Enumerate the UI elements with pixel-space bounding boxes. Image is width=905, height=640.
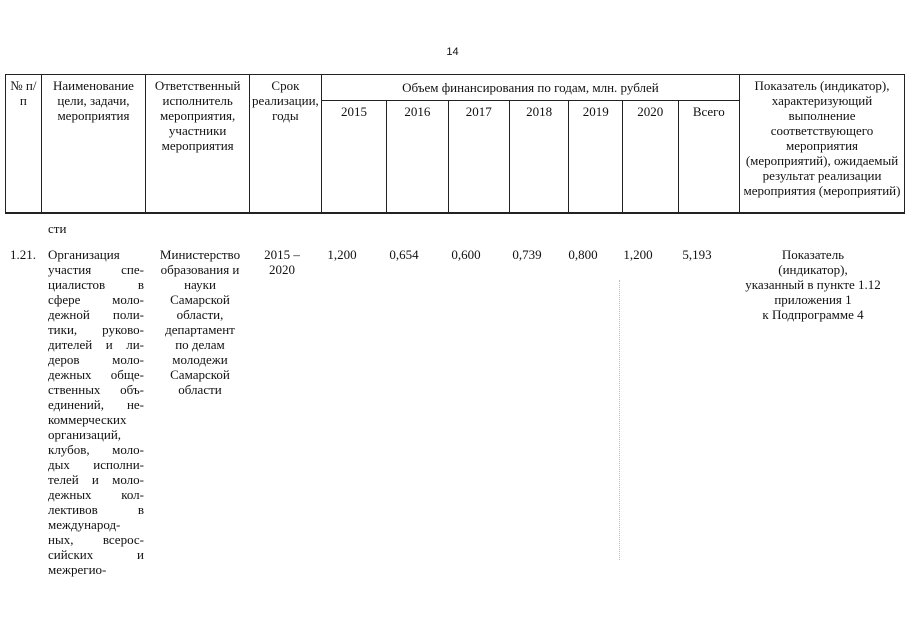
row-indicator bbox=[730, 247, 896, 322]
row-name-line: сийских и bbox=[48, 547, 144, 562]
row-name-line: Организация bbox=[48, 247, 120, 262]
header-year-2020: 2020 bbox=[622, 101, 678, 213]
row-name-line: дежных кол- bbox=[48, 487, 144, 502]
header-total: Всего bbox=[678, 101, 740, 213]
value-2017: 0,600 bbox=[451, 247, 481, 262]
row-name-line: лективов в bbox=[48, 502, 144, 517]
row-name bbox=[48, 247, 144, 577]
row-indicator-line: (индикатор), bbox=[778, 262, 848, 277]
header-year-2016: 2016 bbox=[387, 101, 448, 213]
row-name-line: дежной поли- bbox=[48, 307, 144, 322]
value-total: 5,193 bbox=[682, 247, 712, 262]
header-executor: Ответственный исполнитель мероприятия, участники мероприятия bbox=[146, 75, 250, 213]
row-executor-line: по делам bbox=[175, 337, 225, 352]
row-executor-line: образования и bbox=[160, 262, 240, 277]
row-name-line: клубов, моло- bbox=[48, 442, 144, 457]
header-year-2017: 2017 bbox=[448, 101, 509, 213]
row-name-line: телей и моло- bbox=[48, 472, 144, 487]
row-executor-line: Министерство bbox=[159, 247, 241, 262]
row-number: 1.21. bbox=[10, 247, 36, 262]
row-executor-line: области bbox=[178, 382, 222, 397]
row-executor-line: Самарской bbox=[170, 292, 230, 307]
value-2020: 1,200 bbox=[623, 247, 653, 262]
header-num: № п/п bbox=[6, 75, 42, 213]
row-executor bbox=[152, 247, 248, 397]
row-name-line: тики, руково- bbox=[48, 322, 144, 337]
row-name-line: коммерческих bbox=[48, 412, 127, 427]
value-2016: 0,654 bbox=[389, 247, 419, 262]
row-executor-line: департамент bbox=[165, 322, 235, 337]
row-name-line: дых исполни- bbox=[48, 457, 144, 472]
row-name-line: межрегио- bbox=[48, 562, 107, 577]
row-name-line: ственных объ- bbox=[48, 382, 144, 397]
row-indicator-line: указанный в пункте 1.12 bbox=[745, 277, 881, 292]
funding-table bbox=[5, 74, 905, 214]
header-name: Наименование цели, задачи, мероприятия bbox=[41, 75, 146, 213]
value-2019: 0,800 bbox=[568, 247, 598, 262]
row-name-line: деров моло- bbox=[48, 352, 144, 367]
row-name-line: сфере моло- bbox=[48, 292, 144, 307]
header-year-2018: 2018 bbox=[509, 101, 568, 213]
row-name-line: циалистов в bbox=[48, 277, 144, 292]
row-name-line: ных, всерос- bbox=[48, 532, 144, 547]
row-indicator-line: приложения 1 bbox=[774, 292, 852, 307]
row-term-line: 2015 – bbox=[264, 247, 300, 262]
header-year-2015: 2015 bbox=[321, 101, 386, 213]
header-indicator: Показатель (индикатор), характеризующий выполнение соответствующего мероприятия (мероприятий), ожидаемый результат реализации мероприятия (мероприятий) bbox=[740, 75, 905, 213]
row-executor-line: Самарской bbox=[170, 367, 230, 382]
row-name-line: участия спе- bbox=[48, 262, 144, 277]
row-executor-line: области, bbox=[176, 307, 224, 322]
carry-over-text: сти bbox=[48, 221, 67, 236]
row-name-line: дителей и ли- bbox=[48, 337, 144, 352]
header-funding: Объем финансирования по годам, млн. рублей bbox=[321, 75, 739, 101]
table-header bbox=[5, 74, 905, 214]
value-2018: 0,739 bbox=[512, 247, 542, 262]
row-name-line: единений, не- bbox=[48, 397, 144, 412]
scan-artifact bbox=[619, 280, 621, 560]
row-term-line: 2020 bbox=[269, 262, 295, 277]
header-year-2019: 2019 bbox=[569, 101, 623, 213]
header-term: Срок реализации, годы bbox=[250, 75, 322, 213]
row-term bbox=[254, 247, 310, 277]
row-name-line: дежных обще- bbox=[48, 367, 144, 382]
row-executor-line: науки bbox=[184, 277, 216, 292]
value-2015: 1,200 bbox=[327, 247, 357, 262]
row-indicator-line: к Подпрограмме 4 bbox=[762, 307, 864, 322]
page-number: 14 bbox=[446, 46, 459, 58]
row-name-line: международ- bbox=[48, 517, 121, 532]
row-executor-line: молодежи bbox=[172, 352, 228, 367]
row-name-line: организаций, bbox=[48, 427, 122, 442]
row-indicator-line: Показатель bbox=[781, 247, 845, 262]
